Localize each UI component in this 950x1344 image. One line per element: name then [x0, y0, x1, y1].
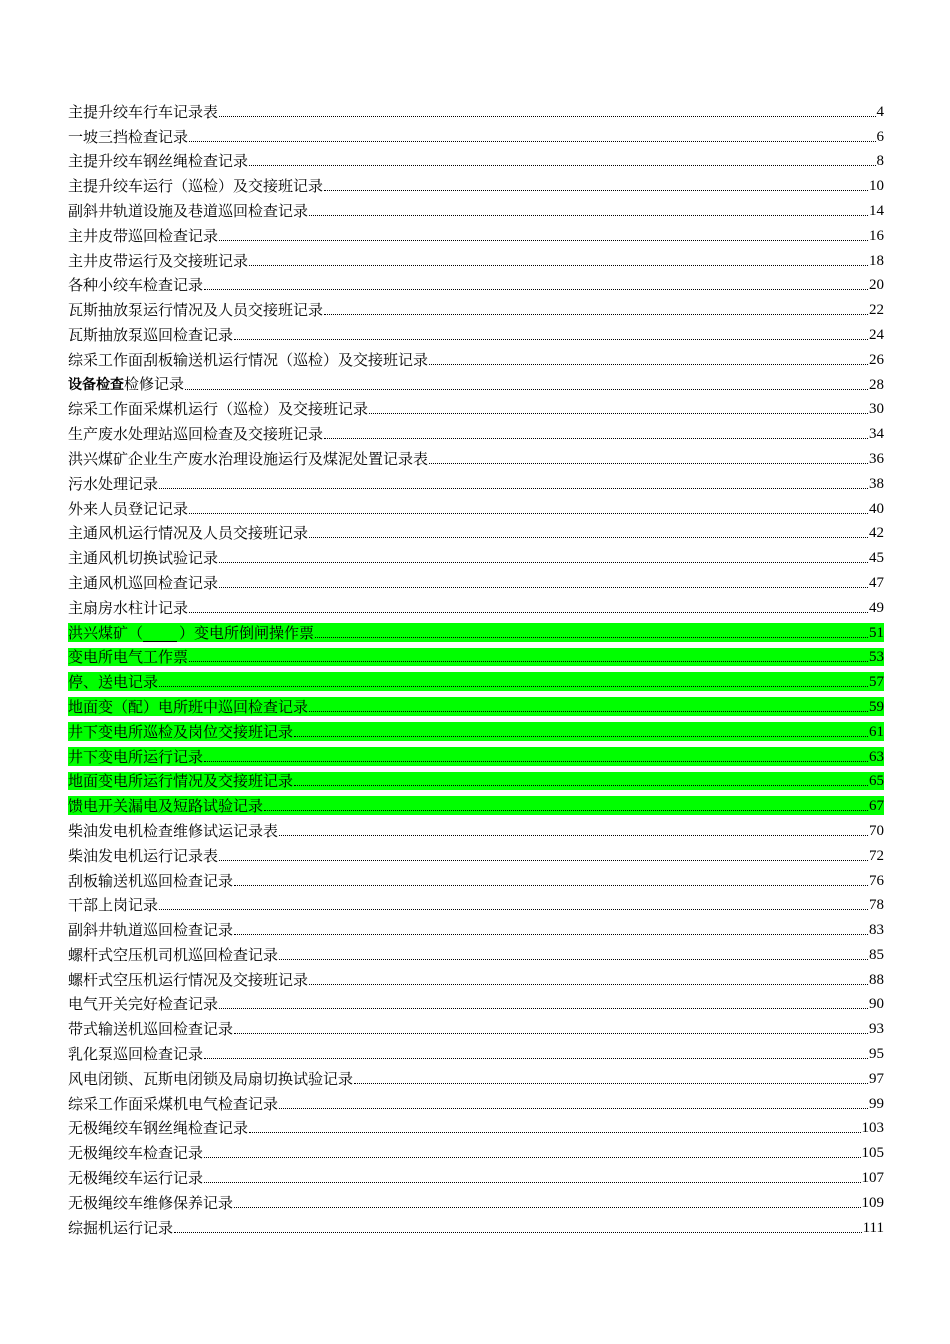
toc-entry[interactable] [68, 542, 884, 567]
toc-entry-page-number: 70 [869, 822, 884, 839]
toc-entry-title [68, 326, 233, 344]
toc-entry[interactable] [68, 394, 884, 419]
toc-entry[interactable] [68, 890, 884, 915]
toc-entry-title-text: 井下变电所巡检及岗位交接班记录 [68, 722, 294, 741]
toc-entry-title-text: 地面变电所运行情况及交接班记录 [68, 772, 294, 791]
toc-entry-title [68, 549, 218, 567]
toc-entry[interactable] [68, 245, 884, 270]
toc-entry-title-text: 无极绳绞车钢丝绳检查记录 [68, 1119, 249, 1138]
dot-leader [189, 660, 868, 662]
toc-entry-title-text: 柴油发电机检查维修试运记录表 [68, 821, 279, 840]
toc-entry-title [68, 946, 278, 964]
toc-entry[interactable] [68, 666, 884, 691]
dot-leader [234, 933, 868, 935]
toc-entry-page-number: 42 [869, 525, 884, 542]
dot-leader [354, 1082, 868, 1084]
dot-leader [159, 908, 868, 910]
toc-entry[interactable] [68, 1137, 884, 1162]
toc-entry-page-number: 14 [869, 202, 884, 219]
toc-entry-page-number: 65 [869, 773, 884, 790]
toc-entry-title [68, 1194, 233, 1212]
toc-entry[interactable] [68, 914, 884, 939]
dot-leader [219, 859, 868, 861]
toc-entry-title [68, 574, 218, 592]
dot-leader [309, 710, 868, 712]
dot-leader [429, 363, 868, 365]
toc-entry-title-text: 副斜井轨道巡回检查记录 [68, 921, 234, 940]
toc-entry-title [68, 128, 188, 146]
toc-entry[interactable] [68, 1013, 884, 1038]
toc-entry-title-text: 螺杆式空压机司机巡回检查记录 [68, 945, 279, 964]
toc-entry-page-number: 38 [869, 475, 884, 492]
toc-entry-title-text: 综采工作面刮板输送机运行情况（巡检）及交接班记录 [68, 350, 429, 369]
toc-entry[interactable] [68, 790, 884, 815]
toc-entry-page-number: 26 [869, 351, 884, 368]
toc-entry-title-text: 生产废水处理站巡回检查及交接班记录 [68, 425, 324, 444]
toc-entry[interactable] [68, 642, 884, 667]
toc-entry-title [68, 896, 158, 914]
toc-entry-page-number: 78 [869, 897, 884, 914]
toc-entry-title [68, 1020, 233, 1038]
toc-entry-title-text: 变电所电气工作票 [68, 648, 189, 667]
toc-entry-title [68, 301, 323, 319]
toc-entry-title-text: 主通风机运行情况及人员交接班记录 [68, 524, 309, 543]
dot-leader [219, 561, 868, 563]
toc-entry[interactable] [68, 195, 884, 220]
toc-entry-title [68, 152, 248, 170]
toc-entry[interactable] [68, 121, 884, 146]
toc-entry-title-text: 刮板输送机巡回检查记录 [68, 871, 234, 890]
toc-entry-title [68, 400, 368, 418]
toc-entry-title [68, 475, 158, 493]
dot-leader [324, 437, 868, 439]
toc-entry-title [68, 1219, 173, 1237]
dot-leader [234, 884, 868, 886]
toc-entry-title-text: 洪兴煤矿企业生产废水治理设施运行及煤泥处置记录表 [68, 449, 429, 468]
dot-leader [189, 611, 868, 613]
toc-entry[interactable] [68, 592, 884, 617]
toc-entry[interactable] [68, 989, 884, 1014]
toc-entry-title-text: 馈电开关漏电及短路试验记录 [68, 797, 264, 816]
dot-leader [429, 462, 868, 464]
toc-entry-page-number: 99 [869, 1095, 884, 1112]
dot-leader [309, 536, 868, 538]
toc-entry[interactable] [68, 1212, 884, 1237]
toc-entry-page-number: 4 [876, 103, 884, 120]
toc-entry-title [68, 673, 158, 691]
toc-entry-title [68, 624, 314, 642]
dot-leader [294, 735, 868, 737]
dot-leader [189, 140, 875, 142]
toc-entry-title-text: 检修记录 [124, 374, 185, 393]
toc-entry[interactable] [68, 1038, 884, 1063]
toc-entry-title-text: 主井皮带运行及交接班记录 [68, 251, 249, 270]
toc-entry-page-number: 10 [869, 178, 884, 195]
dot-leader [185, 388, 868, 390]
toc-entry[interactable] [68, 766, 884, 791]
toc-entry-page-number: 105 [861, 1145, 884, 1162]
toc-entry-title-text: 各种小绞车检查记录 [68, 276, 204, 295]
toc-entry-page-number: 97 [869, 1070, 884, 1087]
toc-entry-title [68, 921, 233, 939]
dot-leader [315, 636, 868, 638]
dot-leader [159, 685, 868, 687]
toc-entry-title [68, 450, 428, 468]
toc-entry-title-text: 无极绳绞车检查记录 [68, 1144, 204, 1163]
toc-entry[interactable] [68, 493, 884, 518]
dot-leader [249, 264, 868, 266]
toc-entry-page-number: 18 [869, 252, 884, 269]
toc-entry-title-text: 乳化泵巡回检查记录 [68, 1045, 204, 1064]
toc-entry[interactable] [68, 964, 884, 989]
toc-entry-title [68, 872, 233, 890]
toc-entry-title [68, 103, 218, 121]
toc-entry-title [68, 276, 203, 294]
toc-entry-title-bold: 设备检查 [68, 376, 124, 393]
toc-entry-title [68, 425, 323, 443]
toc-entry-page-number: 57 [869, 674, 884, 691]
dot-leader [174, 1231, 862, 1233]
toc-entry-title-text: 主提升绞车行车记录表 [68, 102, 219, 121]
toc-entry-title [68, 524, 308, 542]
toc-entry-title-text: 停、送电记录 [68, 673, 159, 692]
toc-entry-title [68, 971, 308, 989]
toc-entry-title [68, 351, 428, 369]
toc-entry-page-number: 63 [869, 748, 884, 765]
dot-leader [264, 809, 868, 811]
toc-entry-page-number: 93 [869, 1021, 884, 1038]
dot-leader [219, 115, 875, 117]
toc-entry-page-number: 28 [869, 376, 884, 393]
dot-leader [309, 214, 868, 216]
toc-entry-title-text: 综掘机运行记录 [68, 1218, 174, 1237]
toc-entry-title-text: 干部上岗记录 [68, 896, 159, 915]
toc-entry-title-text: 电气开关完好检查记录 [68, 995, 219, 1014]
toc-entry-page-number: 45 [869, 550, 884, 567]
toc-entry-title-text: 主扇房水柱计记录 [68, 598, 189, 617]
dot-leader [219, 239, 868, 241]
toc-entry-title-text: 瓦斯抽放泵巡回检查记录 [68, 325, 234, 344]
toc-entry[interactable] [68, 865, 884, 890]
toc-entry-title-text: 螺杆式空压机运行情况及交接班记录 [68, 970, 309, 989]
toc-entry-page-number: 90 [869, 996, 884, 1013]
toc-entry-title-text: 柴油发电机运行记录表 [68, 846, 219, 865]
toc-entry-title-text: 综采工作面采煤机电气检查记录 [68, 1094, 279, 1113]
toc-entry-page-number: 95 [869, 1046, 884, 1063]
dot-leader [204, 288, 868, 290]
dot-leader [249, 1131, 860, 1133]
toc-entry-title [68, 648, 188, 666]
dot-leader [159, 487, 868, 489]
toc-entry-title [68, 177, 323, 195]
dot-leader [234, 1206, 860, 1208]
toc-entry-page-number: 8 [876, 153, 884, 170]
toc-entry[interactable] [68, 319, 884, 344]
dot-leader [234, 338, 868, 340]
toc-entry-title-text: 瓦斯抽放泵运行情况及人员交接班记录 [68, 301, 324, 320]
toc-entry[interactable] [68, 1162, 884, 1187]
toc-entry-title [68, 1045, 203, 1063]
blank-underline [143, 627, 177, 642]
toc-entry-title-text: 带式输送机巡回检查记录 [68, 1020, 234, 1039]
toc-entry-title [68, 847, 218, 865]
toc-entry[interactable] [68, 939, 884, 964]
dot-leader [189, 512, 868, 514]
toc-entry[interactable] [68, 518, 884, 543]
toc-entry-title [68, 698, 308, 716]
toc-entry[interactable] [68, 468, 884, 493]
toc-entry-page-number: 103 [861, 1120, 884, 1137]
toc-entry-page-number: 83 [869, 922, 884, 939]
toc-entry-title [68, 748, 203, 766]
toc-entry-page-number: 61 [869, 723, 884, 740]
toc-entry[interactable] [68, 1187, 884, 1212]
toc-entry-title-prefix: 洪兴煤矿（ [68, 623, 144, 642]
toc-entry-page-number: 22 [869, 302, 884, 319]
dot-leader [279, 1107, 868, 1109]
toc-entry-title [68, 227, 218, 245]
toc-entry[interactable] [68, 691, 884, 716]
toc-entry[interactable] [68, 443, 884, 468]
toc-entry-title [68, 1070, 353, 1088]
toc-entry-title [68, 1119, 248, 1137]
toc-entry-page-number: 53 [869, 649, 884, 666]
toc-entry[interactable] [68, 716, 884, 741]
toc-entry-title-text: 风电闭锁、瓦斯电闭锁及局扇切换试验记录 [68, 1069, 354, 1088]
toc-entry-title [68, 995, 218, 1013]
toc-entry-page-number: 88 [869, 971, 884, 988]
toc-entry-title-text: 主提升绞车钢丝绳检查记录 [68, 152, 249, 171]
toc-entry-title [68, 252, 248, 270]
dot-leader [324, 189, 868, 191]
toc-entry-title [68, 772, 293, 790]
toc-entry-title [68, 1095, 278, 1113]
toc-entry-title [68, 202, 308, 220]
dot-leader [249, 164, 875, 166]
toc-entry-title [68, 375, 184, 394]
dot-leader [294, 784, 868, 786]
toc-entry-title-text: 主通风机切换试验记录 [68, 549, 219, 568]
toc-entry-page-number: 36 [869, 450, 884, 467]
toc-entry-page-number: 24 [869, 326, 884, 343]
toc-entry-title-text: 综采工作面采煤机运行（巡检）及交接班记录 [68, 400, 369, 419]
toc-entry-title [68, 500, 188, 518]
toc-entry[interactable] [68, 294, 884, 319]
dot-leader [204, 1057, 868, 1059]
toc-entry-title-text: 无极绳绞车维修保养记录 [68, 1193, 234, 1212]
toc-entry-page-number: 20 [869, 277, 884, 294]
toc-entry[interactable] [68, 270, 884, 295]
toc-entry-page-number: 72 [869, 847, 884, 864]
toc-entry[interactable] [68, 840, 884, 865]
toc-entry-title-text: ）变电所倒闸操作票 [179, 623, 315, 642]
toc-entry-page-number: 40 [869, 500, 884, 517]
toc-entry-page-number: 34 [869, 426, 884, 443]
toc-entry-page-number: 109 [861, 1194, 884, 1211]
toc-entry-title-text: 外来人员登记记录 [68, 499, 189, 518]
toc-entry[interactable] [68, 1063, 884, 1088]
dot-leader [279, 834, 868, 836]
toc-entry[interactable] [68, 96, 884, 121]
toc-entry-title-text: 地面变（配）电所班中巡回检查记录 [68, 697, 309, 716]
dot-leader [324, 313, 868, 315]
toc-entry-page-number: 16 [869, 227, 884, 244]
toc-entry[interactable] [68, 418, 884, 443]
toc-entry-title-text: 副斜井轨道设施及巷道巡回检查记录 [68, 201, 309, 220]
toc-entry[interactable] [68, 1113, 884, 1138]
dot-leader [369, 412, 868, 414]
toc-entry-title-text: 主井皮带巡回检查记录 [68, 226, 219, 245]
toc-entry-title [68, 599, 188, 617]
toc-entry-page-number: 107 [861, 1170, 884, 1187]
toc-entry[interactable] [68, 170, 884, 195]
toc-entry[interactable] [68, 1088, 884, 1113]
toc-entry-page-number: 47 [869, 574, 884, 591]
toc-entry-page-number: 85 [869, 946, 884, 963]
toc-entry[interactable] [68, 815, 884, 840]
toc-entry-title-text: 无极绳绞车运行记录 [68, 1169, 204, 1188]
toc-entry-title [68, 1169, 203, 1187]
dot-leader [204, 1181, 860, 1183]
toc-entry[interactable] [68, 344, 884, 369]
toc-entry-title-text: 主提升绞车运行（巡检）及交接班记录 [68, 177, 324, 196]
toc-entry-page-number: 67 [869, 798, 884, 815]
toc-entry-title [68, 822, 278, 840]
toc-entry[interactable] [68, 567, 884, 592]
toc-entry[interactable] [68, 617, 884, 642]
toc-entry-title [68, 1144, 203, 1162]
toc-entry-page-number: 51 [869, 624, 884, 641]
dot-leader [204, 1156, 860, 1158]
dot-leader [204, 760, 868, 762]
toc-entry[interactable] [68, 741, 884, 766]
dot-leader [234, 1032, 868, 1034]
dot-leader [309, 983, 868, 985]
toc-entry[interactable] [68, 369, 884, 394]
toc-entry-page-number: 59 [869, 698, 884, 715]
dot-leader [219, 1007, 868, 1009]
toc-entry[interactable] [68, 220, 884, 245]
toc-entry[interactable] [68, 146, 884, 171]
toc-entry-title-text: 一坡三挡检查记录 [68, 127, 189, 146]
dot-leader [219, 586, 868, 588]
toc-entry-page-number: 6 [876, 128, 884, 145]
toc-entry-title-text: 主通风机巡回检查记录 [68, 573, 219, 592]
toc-entry-page-number: 49 [869, 599, 884, 616]
table-of-contents [68, 96, 884, 1237]
dot-leader [279, 958, 868, 960]
toc-entry-title-text: 污水处理记录 [68, 474, 159, 493]
toc-entry-title [68, 797, 263, 815]
toc-entry-page-number: 111 [862, 1219, 884, 1236]
toc-entry-page-number: 30 [869, 401, 884, 418]
toc-entry-title-text: 井下变电所运行记录 [68, 747, 204, 766]
toc-entry-title [68, 723, 293, 741]
toc-entry-page-number: 76 [869, 872, 884, 889]
